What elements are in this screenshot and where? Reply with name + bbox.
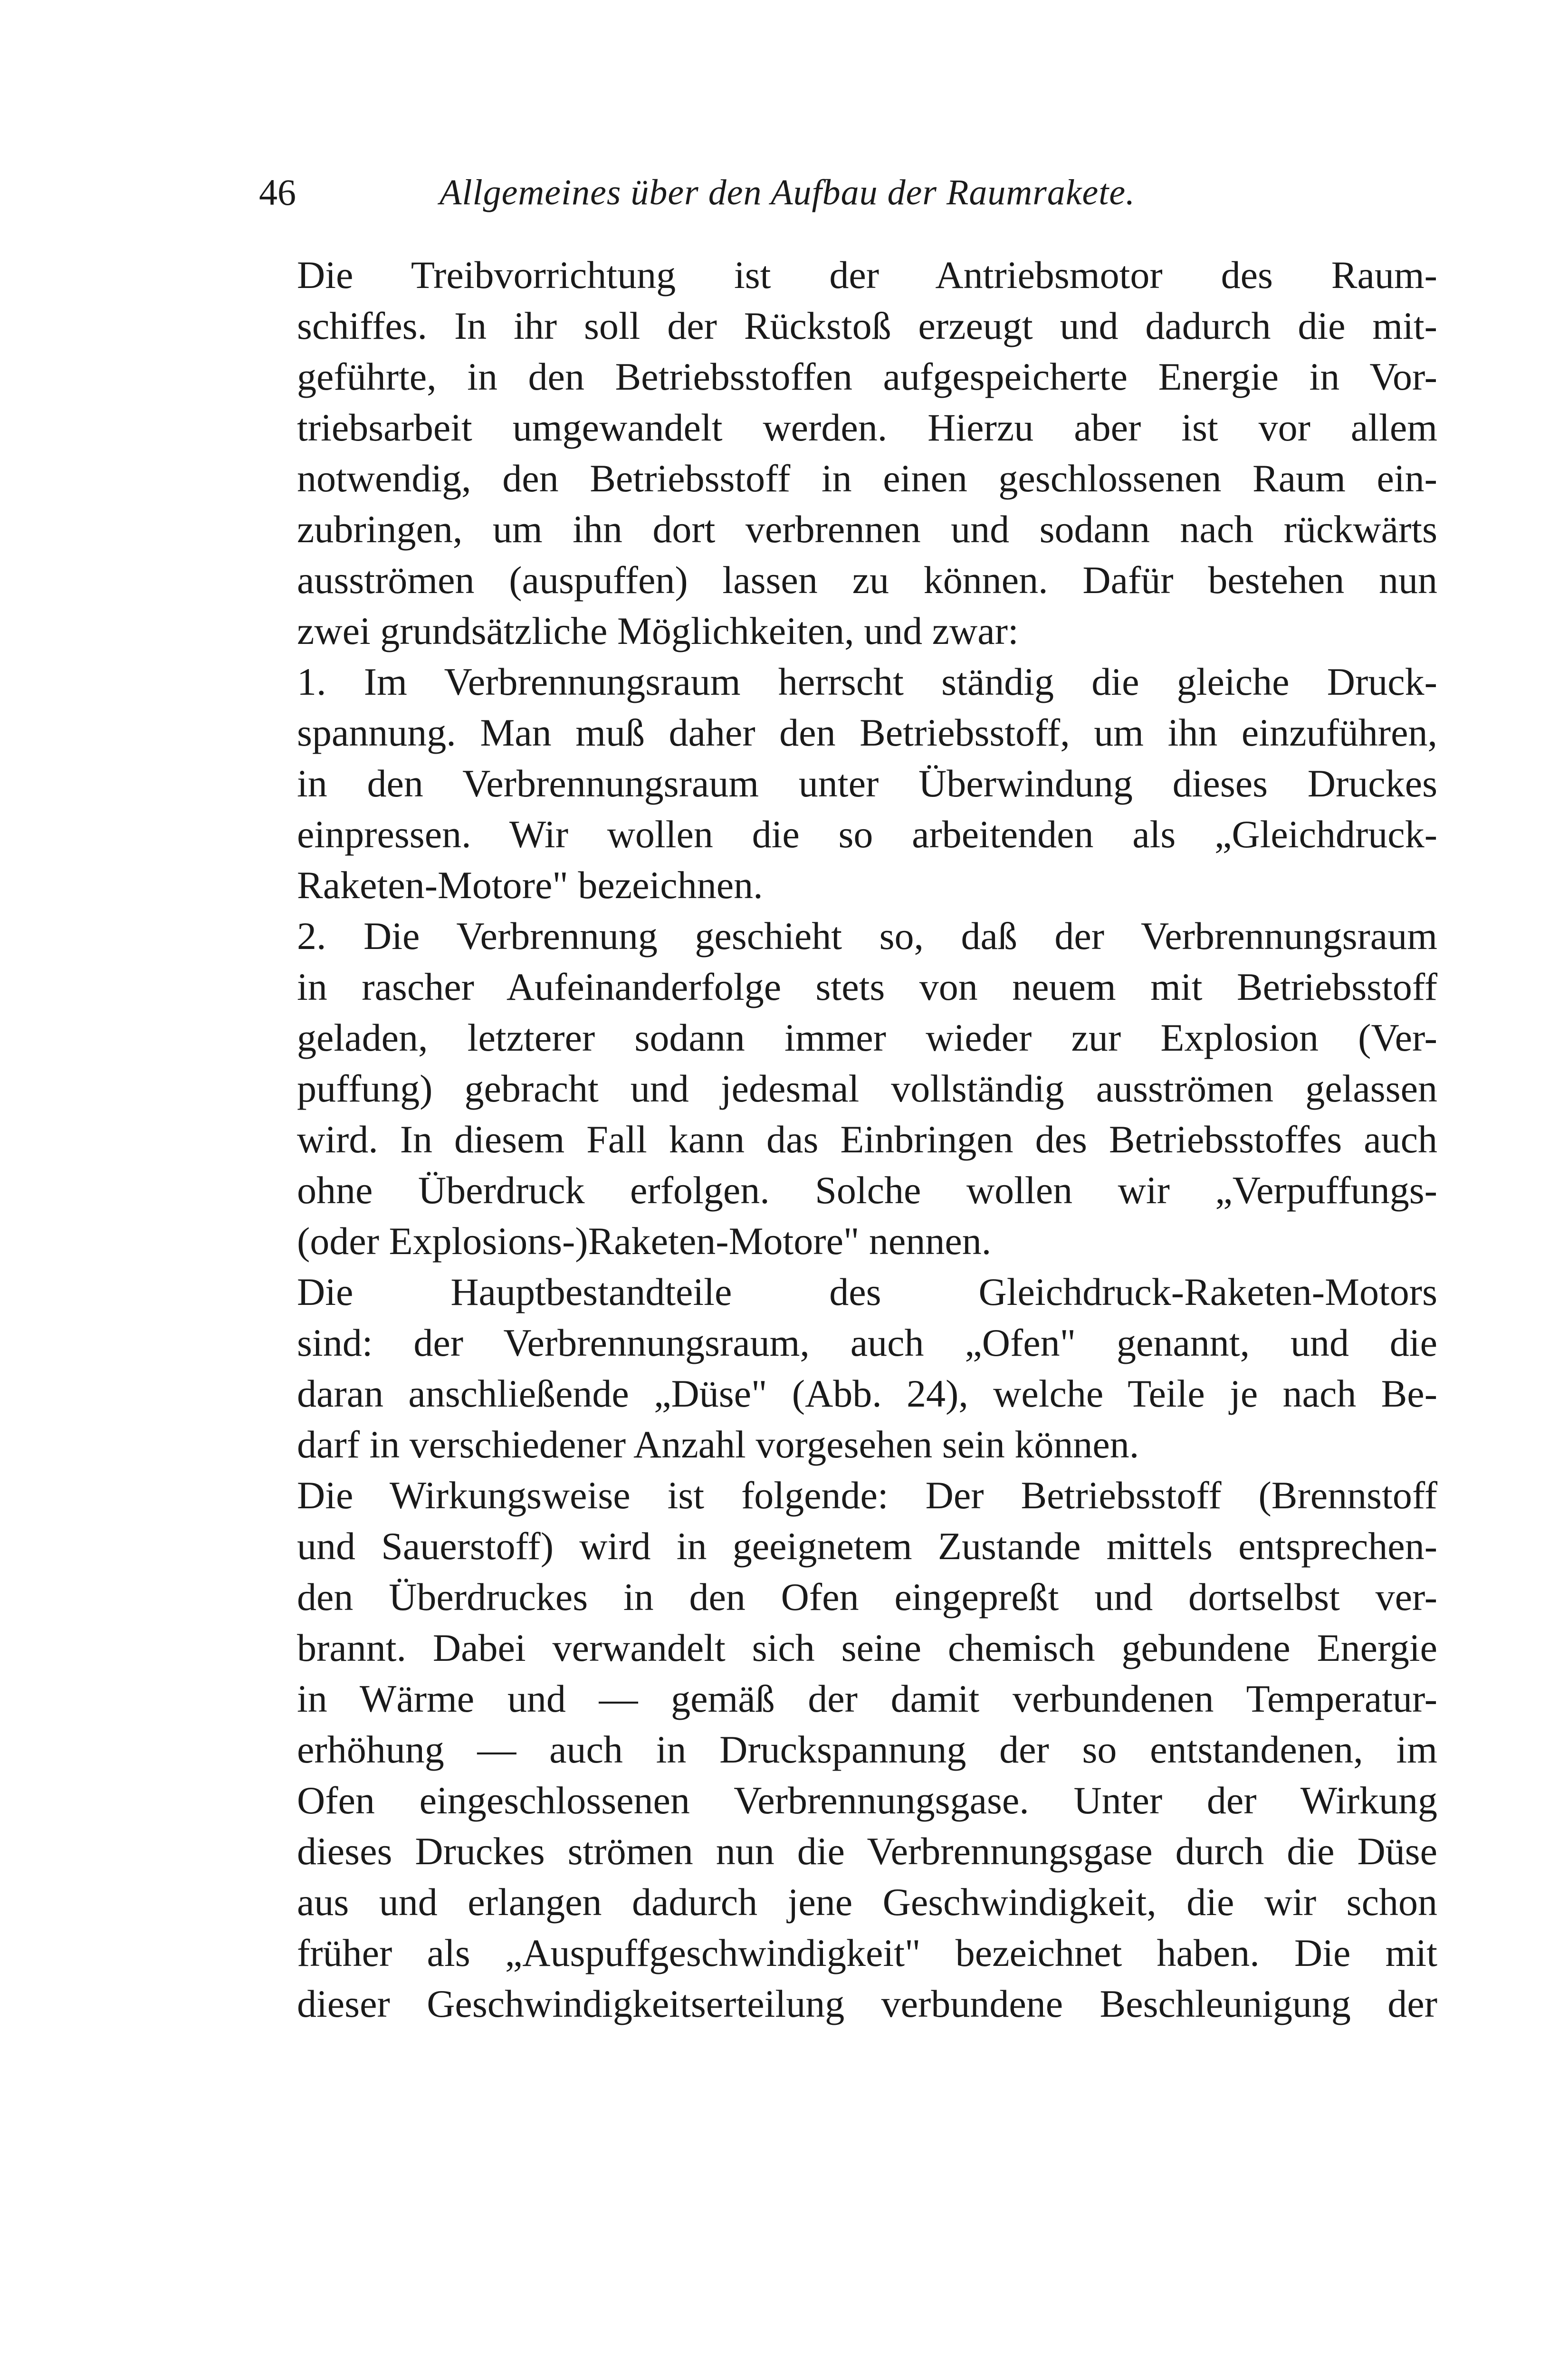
text-line: in den Verbrennungsraum unter Überwindung dieses Druckes <box>297 762 1437 805</box>
text-line: spannung. Man muß daher den Betriebsstoff, um ihn einzuführen, <box>297 711 1437 754</box>
text-line: notwendig, den Betriebsstoff in einen geschlossenen Raum ein- <box>297 457 1437 500</box>
page-number: 46 <box>259 172 296 213</box>
text-line: sind: der Verbrennungsraum, auch „Ofen" genannt, und die <box>297 1321 1437 1364</box>
page-header <box>259 166 1437 223</box>
text-line: erhöhung — auch in Druckspannung der so entstandenen, im <box>297 1728 1437 1771</box>
text-line: dieses Druckes strömen nun die Verbrennungsgase durch die Düse <box>297 1830 1437 1873</box>
text-line: (oder Explosions-)Raketen-Motore" nennen. <box>297 1219 992 1263</box>
text-line: 2. Die Verbrennung geschieht so, daß der Verbrennungsraum <box>297 914 1437 958</box>
text-line: puffung) gebracht und jedesmal vollständig ausströmen gelassen <box>297 1067 1437 1110</box>
text-line: schiffes. In ihr soll der Rückstoß erzeugt und dadurch die mit- <box>297 304 1437 347</box>
text-line: dieser Geschwindigkeitserteilung verbundene Beschleunigung der <box>297 1982 1437 2025</box>
text-line: Die Hauptbestandteile des Gleichdruck-Raketen-Motors <box>297 1270 1437 1313</box>
text-line: ohne Überdruck erfolgen. Solche wollen wir „Verpuffungs- <box>297 1169 1437 1212</box>
text-line: in Wärme und — gemäß der damit verbundenen Temperatur- <box>297 1677 1437 1720</box>
running-title: Allgemeines über den Aufbau der Raumrakete. <box>440 172 1136 212</box>
text-line: Ofen eingeschlossenen Verbrennungsgase. Unter der Wirkung <box>297 1779 1437 1822</box>
text-line: Die Wirkungsweise ist folgende: Der Betriebsstoff (Brennstoff <box>297 1474 1437 1517</box>
text-line: triebsarbeit umgewandelt werden. Hierzu aber ist vor allem <box>297 406 1437 449</box>
body-text <box>297 249 1437 2029</box>
text-line: zubringen, um ihn dort verbrennen und sodann nach rückwärts <box>297 508 1437 551</box>
text-line: ausströmen (auspuffen) lassen zu können. Dafür bestehen nun <box>297 558 1437 602</box>
text-line: geladen, letzterer sodann immer wieder zur Explosion (Ver- <box>297 1016 1437 1059</box>
text-line: geführte, in den Betriebsstoffen aufgespeicherte Energie in Vor- <box>297 355 1437 398</box>
text-line: wird. In diesem Fall kann das Einbringen des Betriebsstoffes auch <box>297 1118 1437 1161</box>
text-line: aus und erlangen dadurch jene Geschwindigkeit, die wir schon <box>297 1880 1437 1924</box>
text-line: einpressen. Wir wollen die so arbeitenden als „Gleichdruck- <box>297 813 1437 856</box>
text-line: brannt. Dabei verwandelt sich seine chemisch gebundene Energie <box>297 1626 1437 1669</box>
text-line: den Überdruckes in den Ofen eingepreßt und dortselbst ver- <box>297 1575 1437 1619</box>
text-line: darf in verschiedener Anzahl vorgesehen sein können. <box>297 1423 1139 1466</box>
text-line: Die Treibvorrichtung ist der Antriebsmotor des Raum- <box>297 253 1437 297</box>
text-line: und Sauerstoff) wird in geeignetem Zustande mittels entsprechen- <box>297 1524 1437 1568</box>
text-line: früher als „Auspuffgeschwindigkeit" bezeichnet haben. Die mit <box>297 1931 1437 1974</box>
text-line: 1. Im Verbrennungsraum herrscht ständig die gleiche Druck- <box>297 660 1437 703</box>
text-line: in rascher Aufeinanderfolge stets von neuem mit Betriebsstoff <box>297 965 1437 1008</box>
text-line: daran anschließende „Düse" (Abb. 24), welche Teile je nach Be- <box>297 1372 1437 1415</box>
text-line: Raketen-Motore" bezeichnen. <box>297 863 763 907</box>
text-line: zwei grundsätzliche Möglichkeiten, und zwar: <box>297 609 1019 652</box>
